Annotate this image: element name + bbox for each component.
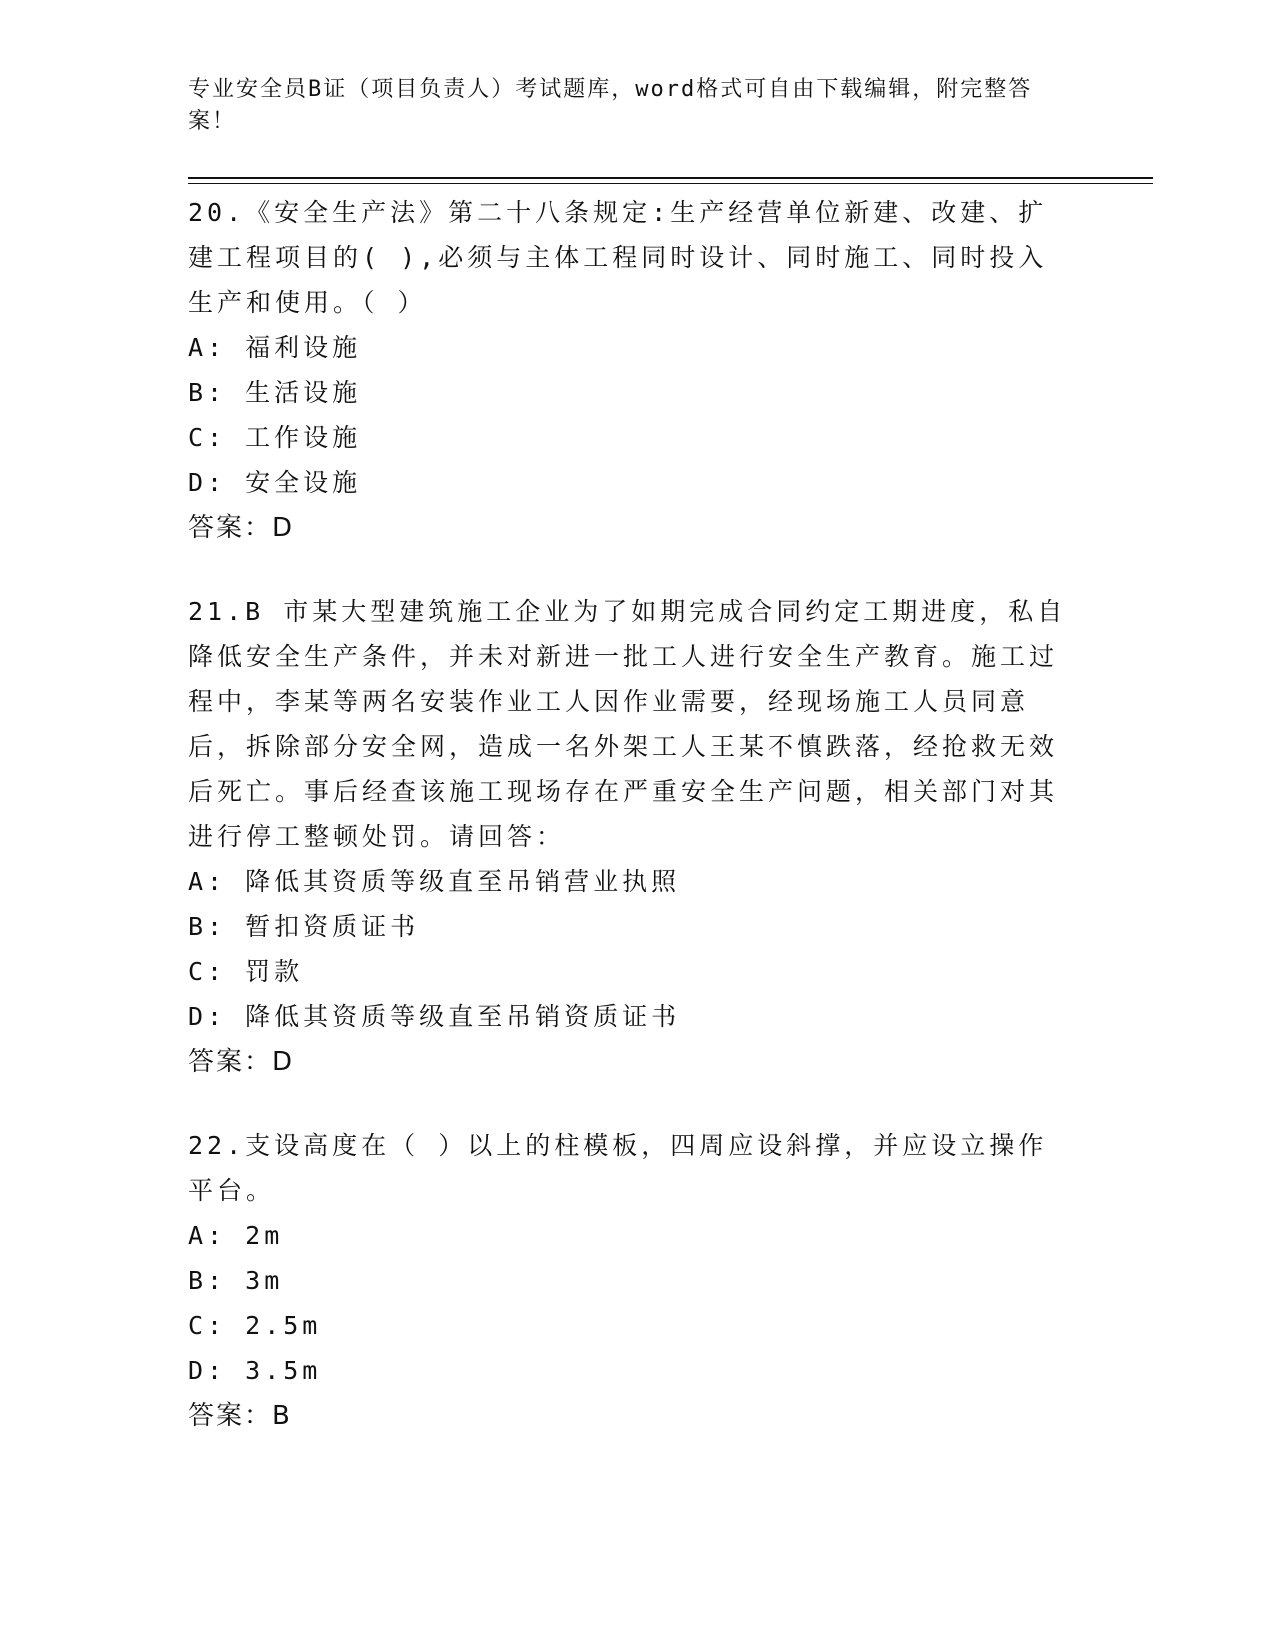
option-b: B: 3m xyxy=(188,1266,284,1295)
option-c: C: 2.5m xyxy=(188,1311,322,1340)
question-stem: 20.《安全生产法》第二十八条规定:生产经营单位新建、改建、扩建工程项目的( ),必须与主体工程同时设计、同时施工、同时投入生产和使用。（ ） xyxy=(188,198,1048,317)
option-d: D: 降低其资质等级直至吊销资质证书 xyxy=(188,1002,681,1031)
header-rule-thick xyxy=(188,177,1153,179)
option-d: D: 3.5m xyxy=(188,1356,322,1385)
option-b: B: 暂扣资质证书 xyxy=(188,912,420,941)
question-20 xyxy=(188,190,1068,551)
question-22 xyxy=(188,1123,1068,1439)
document-header: 专业安全员B证（项目负责人）考试题库，word格式可自由下载编辑，附完整答案！ xyxy=(188,77,1033,134)
answer: 答案：D xyxy=(188,1047,295,1077)
answer: 答案：B xyxy=(188,1401,292,1431)
question-stem: 21.B 市某大型建筑施工企业为了如期完成合同约定工期进度，私自降低安全生产条件，并未对新进一批工人进行安全生产教育。施工过程中，李某等两名安装作业工人因作业需要，经现场施工人员同意后，拆除部分安全网，造成一名外架工人王某不慎跌落，经抢救无效后死亡。事后经查该施工现场存在严重安全生产问题，相关部门对其进行停工整顿处罚。请回答： xyxy=(188,597,1067,851)
header-rule-thin xyxy=(188,183,1153,184)
option-a: A: 降低其资质等级直至吊销营业执照 xyxy=(188,867,681,896)
option-c: C: 工作设施 xyxy=(188,423,362,452)
question-21 xyxy=(188,589,1068,1085)
option-d: D: 安全设施 xyxy=(188,468,362,497)
option-a: A: 2m xyxy=(188,1221,284,1250)
option-a: A: 福利设施 xyxy=(188,333,362,362)
answer: 答案：D xyxy=(188,513,295,543)
option-c: C: 罚款 xyxy=(188,957,304,986)
question-list xyxy=(188,190,1068,1477)
option-b: B: 生活设施 xyxy=(188,378,362,407)
question-stem: 22.支设高度在（ ）以上的柱模板，四周应设斜撑，并应设立操作平台。 xyxy=(188,1131,1048,1205)
